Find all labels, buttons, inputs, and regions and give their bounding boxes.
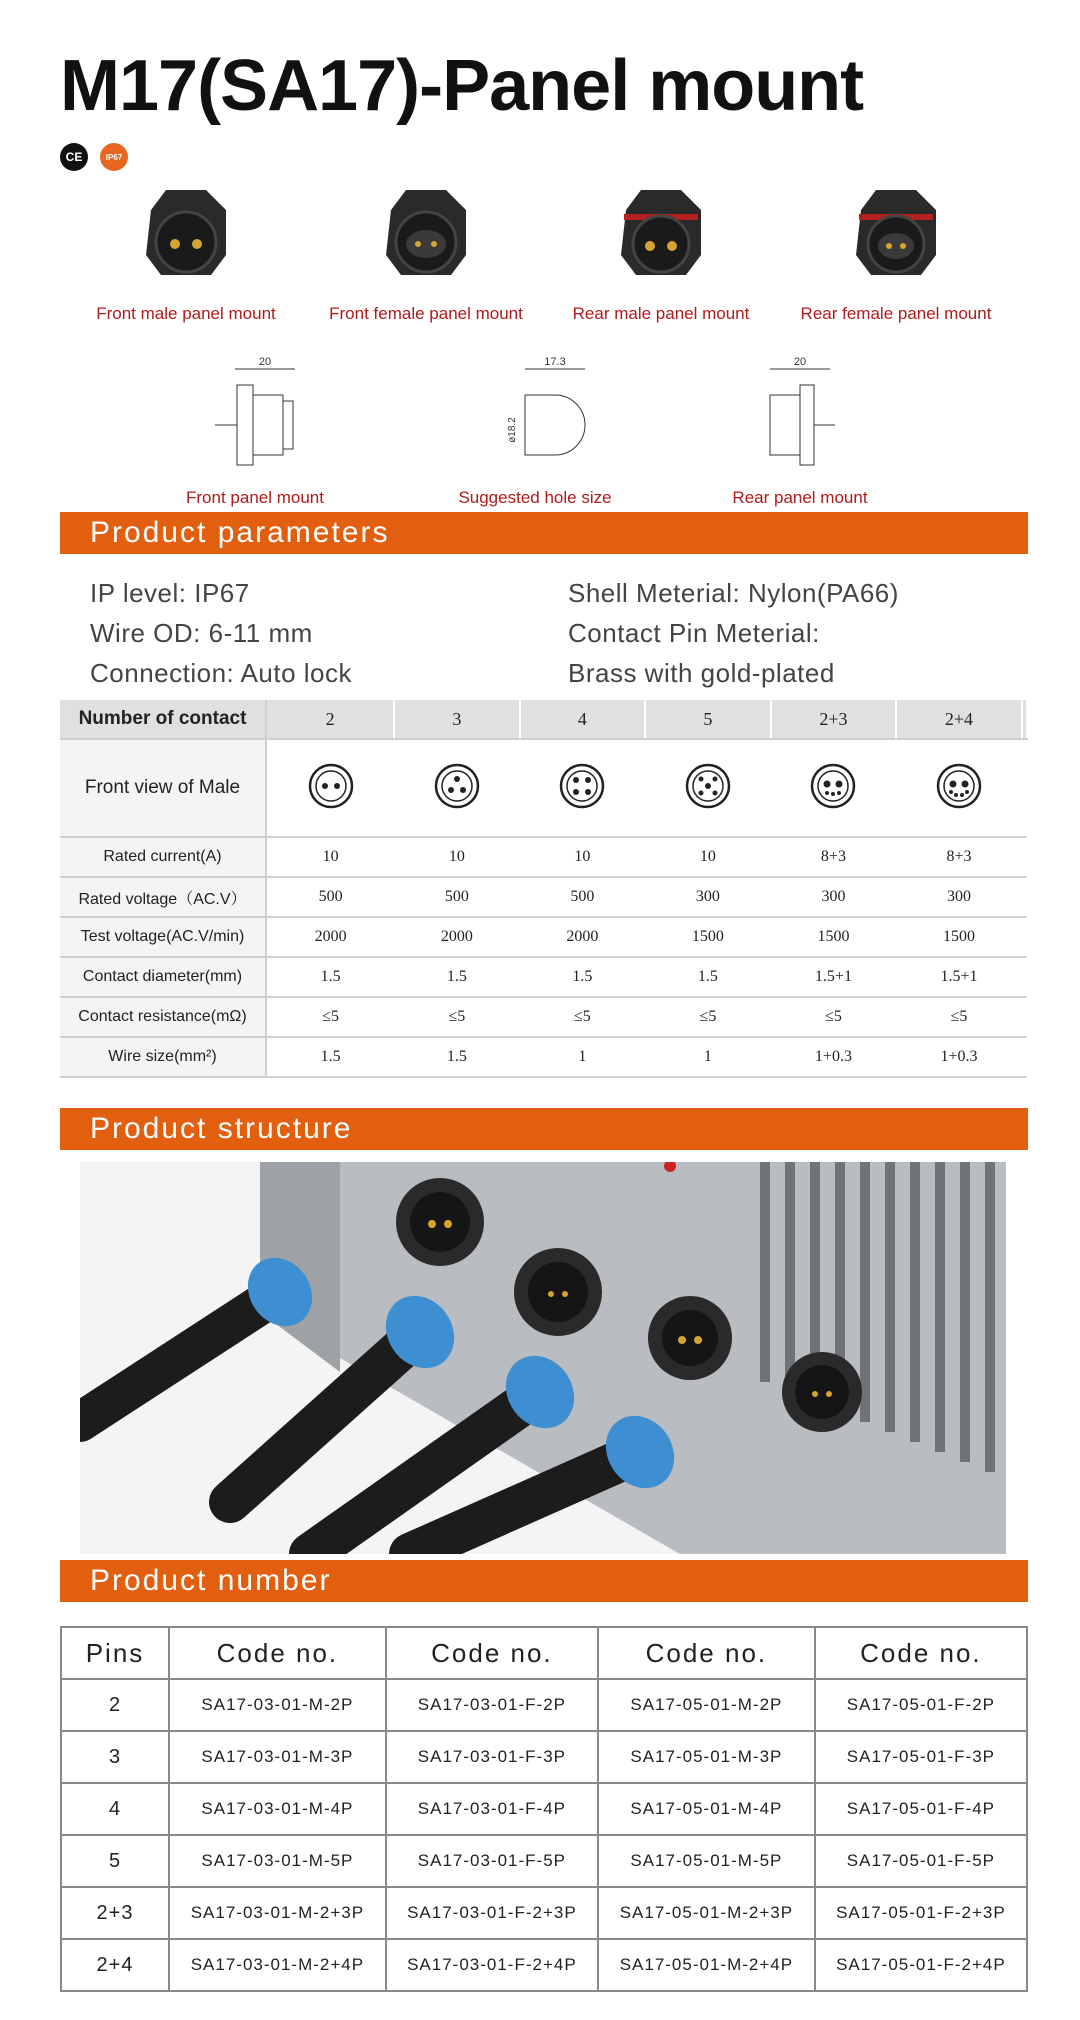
code-cell: SA17-03-01-M-2+4P bbox=[169, 1939, 386, 1991]
spec-cell: 1+0.3 bbox=[896, 1037, 1022, 1077]
spec-cell: 500 bbox=[266, 877, 394, 917]
contact-count: 3 bbox=[394, 700, 520, 739]
spec-cell: 1.5+1 bbox=[896, 957, 1022, 997]
product-label: Rear male panel mount bbox=[572, 304, 750, 323]
code-header: Code no. bbox=[386, 1627, 598, 1679]
spec-cell: 1 bbox=[520, 1037, 646, 1077]
spec-cell: ≤5 bbox=[771, 997, 897, 1037]
front-view-label: Front view of Male bbox=[60, 739, 266, 837]
product-front-male bbox=[86, 180, 286, 324]
drawing-label: Front panel mount bbox=[186, 488, 324, 507]
code-cell: SA17-03-01-M-2+3P bbox=[169, 1887, 386, 1939]
spec-cell: 10 bbox=[394, 837, 520, 877]
spec-cell: 300 bbox=[645, 877, 771, 917]
code-cell: SA17-03-01-M-3P bbox=[169, 1731, 386, 1783]
param-connection: Connection: Auto lock bbox=[90, 658, 352, 688]
section-banner-structure: Product structure bbox=[60, 1108, 1028, 1150]
spec-cell: ≤5 bbox=[896, 997, 1022, 1037]
ce-mark-icon: CE bbox=[60, 143, 88, 171]
spec-cell: 500 bbox=[394, 877, 520, 917]
contact-count: 5 bbox=[645, 700, 771, 739]
drawing-rear-panel bbox=[690, 355, 910, 508]
code-cell: SA17-05-01-F-3P bbox=[815, 1731, 1027, 1783]
spec-cell: 1500 bbox=[645, 917, 771, 957]
rear-panel-drawing-icon bbox=[740, 355, 860, 475]
front-male-connector-icon bbox=[131, 180, 241, 290]
drawing-front-panel bbox=[145, 355, 365, 508]
table-row bbox=[61, 1679, 1027, 1731]
param-pin-2: Brass with gold-plated bbox=[568, 658, 835, 688]
pins-cell: 2 bbox=[61, 1679, 169, 1731]
pin-face-2plus4-icon bbox=[896, 739, 1022, 837]
code-header: Code no. bbox=[169, 1627, 386, 1679]
contact-count: 2 bbox=[266, 700, 394, 739]
spec-cell: 1+0.3 bbox=[771, 1037, 897, 1077]
ip67-badge-icon: IP67 bbox=[100, 143, 128, 171]
drawing-hole-size bbox=[425, 355, 645, 508]
param-shell: Shell Meterial: Nylon(PA66) bbox=[568, 578, 899, 608]
spec-table bbox=[60, 700, 1028, 1078]
pin-face-2-icon bbox=[266, 739, 394, 837]
spec-cell: 1.5 bbox=[394, 1037, 520, 1077]
product-label: Front female panel mount bbox=[329, 304, 523, 323]
drawing-dim2: ø18.2 bbox=[507, 417, 518, 443]
rear-female-connector-icon bbox=[841, 180, 951, 290]
code-cell: SA17-05-01-M-2P bbox=[598, 1679, 815, 1731]
table-row bbox=[61, 1783, 1027, 1835]
section-banner-number: Product number bbox=[60, 1560, 1028, 1602]
spec-cell: 1500 bbox=[896, 917, 1022, 957]
spec-row-label: Contact diameter(mm) bbox=[60, 957, 266, 997]
pins-cell: 5 bbox=[61, 1835, 169, 1887]
param-pin-1: Contact Pin Meterial: bbox=[568, 618, 820, 648]
contact-count: 2+4 bbox=[896, 700, 1022, 739]
pin-face-4-icon bbox=[520, 739, 646, 837]
pin-face-2plus3-icon bbox=[771, 739, 897, 837]
code-cell: SA17-05-01-F-4P bbox=[815, 1783, 1027, 1835]
code-cell: SA17-03-01-F-2P bbox=[386, 1679, 598, 1731]
code-cell: SA17-05-01-F-2P bbox=[815, 1679, 1027, 1731]
table-row bbox=[61, 1887, 1027, 1939]
spec-cell: 8+3 bbox=[771, 837, 897, 877]
code-cell: SA17-03-01-F-4P bbox=[386, 1783, 598, 1835]
pins-cell: 2+3 bbox=[61, 1887, 169, 1939]
spec-cell: 500 bbox=[520, 877, 646, 917]
pins-cell: 2+4 bbox=[61, 1939, 169, 1991]
code-cell: SA17-03-01-M-5P bbox=[169, 1835, 386, 1887]
param-ip: IP level: IP67 bbox=[90, 578, 250, 608]
front-female-connector-icon bbox=[371, 180, 481, 290]
product-structure-photo bbox=[80, 1162, 1006, 1554]
hole-size-drawing-icon bbox=[475, 355, 595, 475]
contact-count: 4 bbox=[520, 700, 646, 739]
spec-cell: ≤5 bbox=[394, 997, 520, 1037]
code-cell: SA17-03-01-F-3P bbox=[386, 1731, 598, 1783]
drawing-label: Rear panel mount bbox=[732, 488, 868, 507]
spec-cell: 1.5 bbox=[266, 1037, 394, 1077]
table-row bbox=[61, 1835, 1027, 1887]
page-title: M17(SA17)-Panel mount bbox=[60, 46, 864, 126]
code-cell: SA17-05-01-M-3P bbox=[598, 1731, 815, 1783]
code-cell: SA17-05-01-M-2+3P bbox=[598, 1887, 815, 1939]
pins-cell: 4 bbox=[61, 1783, 169, 1835]
product-front-female bbox=[326, 180, 526, 324]
product-label: Rear female panel mount bbox=[800, 304, 992, 323]
spec-cell: 10 bbox=[645, 837, 771, 877]
product-label: Front male panel mount bbox=[96, 304, 276, 323]
code-cell: SA17-05-01-F-2+3P bbox=[815, 1887, 1027, 1939]
code-cell: SA17-05-01-F-2+4P bbox=[815, 1939, 1027, 1991]
drawing-dim: 20 bbox=[258, 356, 272, 368]
product-rear-male bbox=[561, 180, 761, 324]
pin-face-5-icon bbox=[645, 739, 771, 837]
code-cell: SA17-03-01-F-5P bbox=[386, 1835, 598, 1887]
code-cell: SA17-05-01-M-5P bbox=[598, 1835, 815, 1887]
rear-male-connector-icon bbox=[606, 180, 716, 290]
table-row bbox=[61, 1731, 1027, 1783]
spec-row-label: Wire size(mm²) bbox=[60, 1037, 266, 1077]
spec-cell: ≤5 bbox=[520, 997, 646, 1037]
spec-cell: 10 bbox=[520, 837, 646, 877]
pins-cell: 3 bbox=[61, 1731, 169, 1783]
code-cell: SA17-03-01-M-4P bbox=[169, 1783, 386, 1835]
spec-cell: 1.5 bbox=[520, 957, 646, 997]
spec-cell: 1.5 bbox=[394, 957, 520, 997]
spec-cell: 300 bbox=[896, 877, 1022, 917]
spec-cell: 10 bbox=[266, 837, 394, 877]
front-panel-drawing-icon bbox=[195, 355, 315, 475]
spec-cell: 1 bbox=[645, 1037, 771, 1077]
code-cell: SA17-03-01-F-2+3P bbox=[386, 1887, 598, 1939]
code-cell: SA17-05-01-F-5P bbox=[815, 1835, 1027, 1887]
table-row bbox=[61, 1939, 1027, 1991]
spec-cell: ≤5 bbox=[266, 997, 394, 1037]
spec-row-label: Rated current(A) bbox=[60, 837, 266, 877]
pins-header: Pins bbox=[61, 1627, 169, 1679]
contact-count: 2+3 bbox=[771, 700, 897, 739]
code-header: Code no. bbox=[598, 1627, 815, 1679]
spec-row-label: Contact resistance(mΩ) bbox=[60, 997, 266, 1037]
spec-row-label: Rated voltage（AC.V） bbox=[60, 877, 266, 917]
product-rear-female bbox=[796, 180, 996, 324]
spec-cell: 1.5 bbox=[645, 957, 771, 997]
spec-cell: 300 bbox=[771, 877, 897, 917]
drawing-dim: 20 bbox=[793, 356, 807, 368]
code-cell: SA17-05-01-M-2+4P bbox=[598, 1939, 815, 1991]
spec-cell: 1.5+1 bbox=[771, 957, 897, 997]
spec-cell: 2000 bbox=[266, 917, 394, 957]
spec-cell: 2000 bbox=[394, 917, 520, 957]
spec-cell: ≤5 bbox=[645, 997, 771, 1037]
product-number-table bbox=[60, 1626, 1028, 1992]
code-cell: SA17-05-01-M-4P bbox=[598, 1783, 815, 1835]
spec-cell: 2000 bbox=[520, 917, 646, 957]
drawing-dim: 17.3 bbox=[544, 356, 566, 368]
pin-face-3-icon bbox=[394, 739, 520, 837]
code-cell: SA17-03-01-F-2+4P bbox=[386, 1939, 598, 1991]
spec-cell: 1500 bbox=[771, 917, 897, 957]
code-cell: SA17-03-01-M-2P bbox=[169, 1679, 386, 1731]
code-header: Code no. bbox=[815, 1627, 1027, 1679]
spec-cell: 8+3 bbox=[896, 837, 1022, 877]
spec-header-label: Number of contact bbox=[60, 700, 266, 739]
drawing-label: Suggested hole size bbox=[458, 488, 612, 507]
spec-row-label: Test voltage(AC.V/min) bbox=[60, 917, 266, 957]
spec-cell: 1.5 bbox=[266, 957, 394, 997]
section-banner-parameters: Product parameters bbox=[60, 512, 1028, 554]
param-wire: Wire OD: 6-11 mm bbox=[90, 618, 313, 648]
